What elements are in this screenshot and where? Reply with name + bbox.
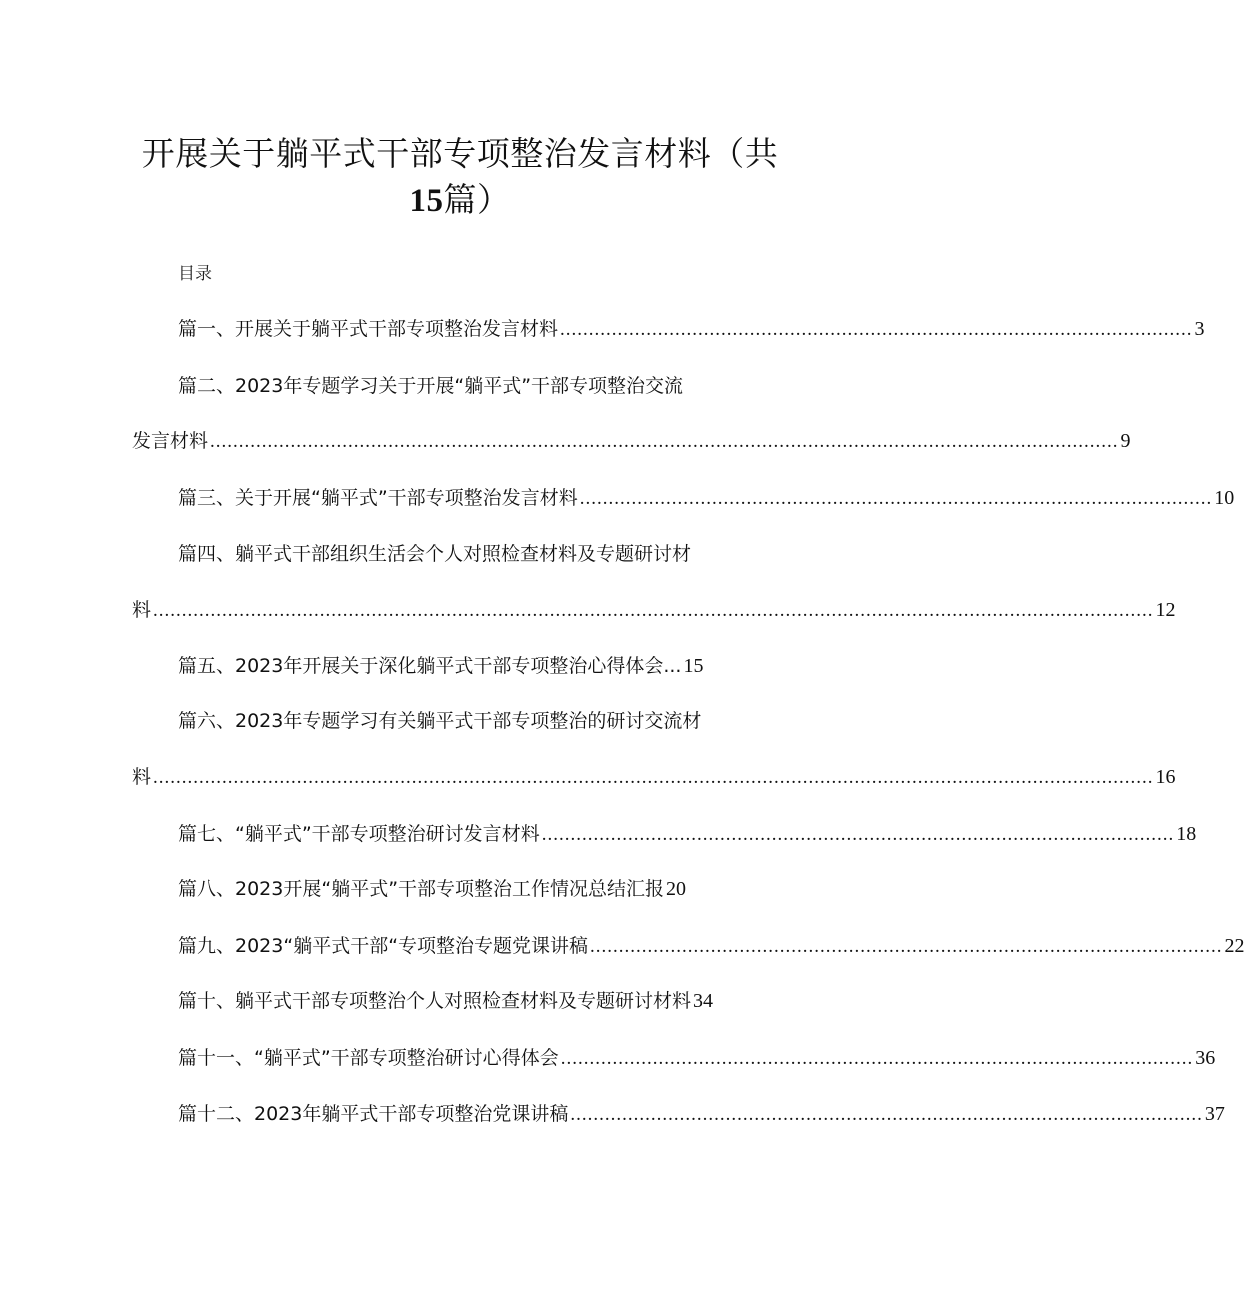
toc-entry-5[interactable] (178, 651, 774, 681)
toc-entry-page: 18 (1176, 823, 1197, 845)
toc-entry-10[interactable] (178, 986, 774, 1016)
toc-entry-page: 3 (1194, 318, 1205, 340)
toc-entry-title: 篇十一、“躺平式”干部专项整治研讨心得体会 (178, 1047, 559, 1069)
toc-leader-dots: .............................................................................................................. (570, 1104, 1203, 1125)
toc-entry-1[interactable] (178, 314, 1205, 344)
toc-entry-title-continued: 料 (132, 766, 152, 788)
toc-entry-2-continued[interactable] (132, 426, 1131, 456)
toc-entry-title: 篇二、2023年专题学习关于开展“躺平式”干部专项整治交流 (178, 375, 684, 397)
toc-entry-page: 9 (1120, 430, 1131, 452)
toc-entry-page: 15 (683, 655, 704, 677)
toc-leader-dots: .............................................................................................................. (590, 936, 1223, 957)
toc-leader-dots: .............................................................................................................. (579, 488, 1213, 509)
toc-leader-dots: .............................................................................................................. (560, 1048, 1194, 1069)
toc-entry-title: 篇一、开展关于躺平式干部专项整治发言材料 (178, 318, 559, 340)
toc-leader-dots: .............................................................................................................................................................. (210, 431, 1119, 452)
toc-entry-3[interactable] (178, 483, 1235, 513)
toc-entry-title: 篇十二、2023年躺平式干部专项整治党课讲稿 (178, 1103, 569, 1125)
toc-entry-page: 16 (1155, 766, 1176, 788)
toc-entry-6[interactable] (178, 706, 774, 736)
toc-entry-title: 篇十、躺平式干部专项整治个人对照检查材料及专题研讨材料 (178, 990, 692, 1012)
toc-entry-title: 篇五、2023年开展关于深化躺平式干部专项整治心得体会... (178, 655, 682, 677)
toc-entry-title-continued: 料 (132, 599, 152, 621)
toc-entry-page: 12 (1155, 599, 1176, 621)
toc-entry-2[interactable] (178, 371, 774, 401)
document-title-line2 (100, 177, 820, 224)
toc-entry-4-continued[interactable] (132, 595, 1176, 625)
toc-leader-dots: .............................................................................................................. (560, 319, 1193, 340)
toc-entry-page: 10 (1214, 487, 1235, 509)
toc-entry-11[interactable] (178, 1043, 1216, 1073)
toc-entry-page: 34 (693, 990, 714, 1012)
toc-entry-9[interactable] (178, 931, 1245, 961)
toc-entry-6-continued[interactable] (132, 762, 1176, 792)
toc-entry-8[interactable] (178, 874, 774, 904)
toc-entry-page: 20 (666, 878, 687, 900)
toc-entry-4[interactable] (178, 539, 774, 569)
toc-entry-title: 篇九、2023“躺平式干部“专项整治专题党课讲稿 (178, 935, 589, 957)
document-title (100, 131, 820, 224)
toc-entry-7[interactable] (178, 819, 1197, 849)
toc-entry-page: 37 (1204, 1103, 1225, 1125)
toc-entry-title: 篇七、“躺平式”干部专项整治研讨发言材料 (178, 823, 540, 845)
toc-entry-title: 篇三、关于开展“躺平式”干部专项整治发言材料 (178, 487, 578, 509)
toc-entry-title-continued: 发言材料 (132, 430, 209, 452)
toc-entry-title: 篇八、2023开展“躺平式”干部专项整治工作情况总结汇报 (178, 878, 665, 900)
document-title-count: 15 (409, 183, 444, 219)
toc-leader-dots: .............................................................................................................................................................................. (153, 600, 1154, 621)
toc-leader-dots: .............................................................................................................................................................................. (153, 767, 1154, 788)
toc-entry-page: 22 (1224, 935, 1245, 957)
toc-entry-title: 篇四、躺平式干部组织生活会个人对照检查材料及专题研讨材 (178, 543, 692, 565)
toc-entry-12[interactable] (178, 1099, 1225, 1129)
toc-entry-title: 篇六、2023年专题学习有关躺平式干部专项整治的研讨交流材 (178, 710, 702, 732)
toc-entry-page: 36 (1195, 1047, 1216, 1069)
document-title-tail: 篇） (443, 180, 511, 219)
toc-heading: 目录 (178, 264, 212, 284)
document-title-line1: 开展关于躺平式干部专项整治发言材料（共 (141, 134, 779, 173)
toc-leader-dots: .............................................................................................................. (541, 824, 1175, 845)
